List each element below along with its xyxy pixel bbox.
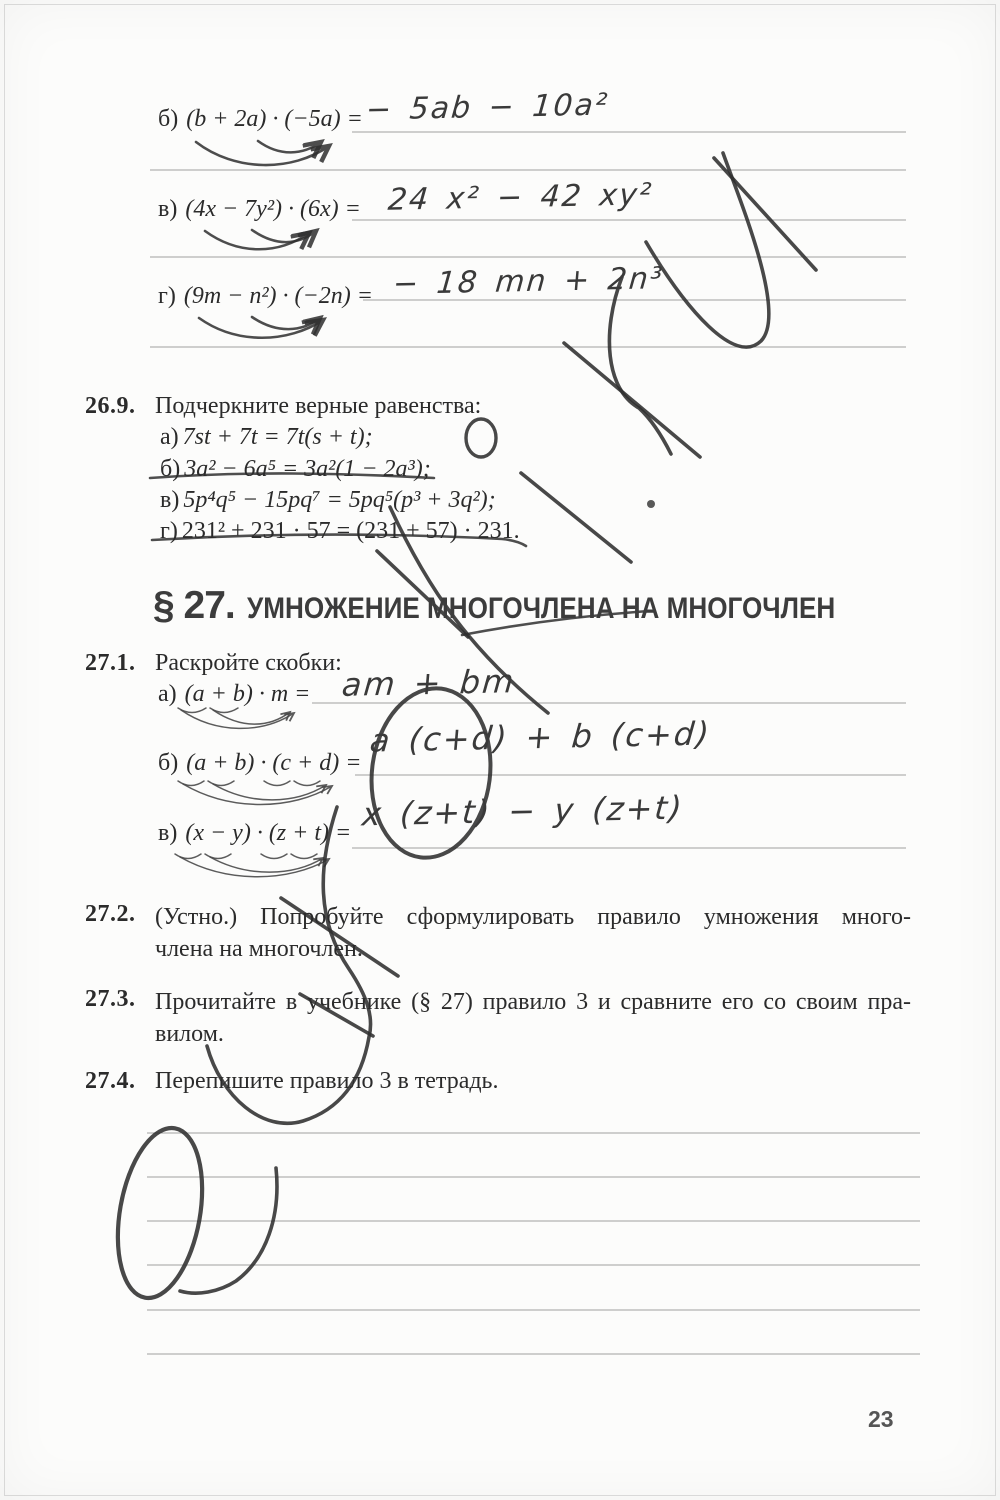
exercise-text-27-2 xyxy=(155,901,911,965)
exercise-number-27-2: 27.2. xyxy=(85,901,136,927)
handwritten-answer-27-1-a: am + bm xyxy=(340,662,518,704)
exercise-row-27-1-a xyxy=(158,681,310,708)
paragraph-line: члена на многочлен. xyxy=(155,936,363,962)
handwritten-answer-27-1-b: a (c+d) + b (c+d) xyxy=(368,714,713,760)
equality-item-a: а) 7st + 7t = 7t(s + t); xyxy=(160,424,373,450)
math-expression: (b + 2a) · (−5a) = xyxy=(186,106,363,132)
exercise-row-v xyxy=(158,196,361,223)
exercise-number-27-1: 27.1. xyxy=(85,650,136,676)
equality-item-v: в) 5p⁴q⁵ − 15pq⁷ = 5pq⁵(p³ + 3q²); xyxy=(160,487,496,513)
paragraph-line: (Устно.) Попробуйте сформулировать правило умножения много- xyxy=(155,904,911,930)
exercise-row-g xyxy=(158,283,373,310)
item-label: г) xyxy=(158,283,176,309)
exercise-number-27-3: 27.3. xyxy=(85,986,136,1012)
exercise-text-27-3 xyxy=(155,986,911,1050)
math-expression: (4x − 7y²) · (6x) = xyxy=(185,196,361,222)
paragraph-line: вилом. xyxy=(155,1021,224,1047)
pen-loop xyxy=(106,1121,215,1304)
math-expression: (9m − n²) · (−2n) = xyxy=(183,283,373,309)
equality-item-g: г) 231² + 231 · 57 = (231 + 57) · 231. xyxy=(160,518,520,544)
paragraph-number: § 27. xyxy=(153,584,235,627)
distribution-arrows-printed xyxy=(175,708,332,877)
exercise-row-27-1-b xyxy=(158,750,361,777)
math-expression: (x − y) · (z + t) = xyxy=(185,820,352,846)
section-title: УМНОЖЕНИЕ МНОГОЧЛЕНА НА МНОГОЧЛЕН xyxy=(246,592,835,625)
handwritten-answer-v: 24 x² − 42 xy² xyxy=(386,177,655,218)
pen-circle-mark xyxy=(466,419,496,457)
exercise-number-27-4: 27.4. xyxy=(85,1068,136,1094)
math-expression: (a + b) · (c + d) = xyxy=(186,750,362,776)
exercise-row-27-1-v xyxy=(158,820,351,847)
equality-item-b: б) 3a² − 6a⁵ = 3a²(1 − 2a³); xyxy=(160,456,431,482)
section-heading xyxy=(153,584,923,628)
item-label: в) xyxy=(158,820,178,846)
handwritten-answer-b: − 5ab − 10a² xyxy=(364,87,611,128)
item-label: б) xyxy=(158,106,179,132)
exercise-text-27-4: Перепишите правило 3 в тетрадь. xyxy=(155,1068,499,1094)
page-number: 23 xyxy=(868,1406,894,1432)
exercise-number-26-9: 26.9. xyxy=(85,393,136,419)
exercise-title-27-1: Раскройте скобки: xyxy=(155,650,342,676)
math-expression: (a + b) · m = xyxy=(184,681,311,707)
handwritten-answer-27-1-v: x (z+t) − y (z+t) xyxy=(360,788,686,834)
item-label: а) xyxy=(158,681,177,707)
item-label: в) xyxy=(158,196,178,222)
pen-oval xyxy=(362,681,500,864)
exercise-title-26-9: Подчеркните верные равенства: xyxy=(155,393,482,419)
paragraph-line: Прочитайте в учебнике (§ 27) правило 3 и сравните его со своим пра- xyxy=(155,989,911,1015)
handwritten-answer-g: − 18 mn + 2n³ xyxy=(391,261,666,302)
pen-dot xyxy=(647,500,655,508)
item-label: б) xyxy=(158,750,179,776)
exercise-row-b xyxy=(158,106,363,133)
